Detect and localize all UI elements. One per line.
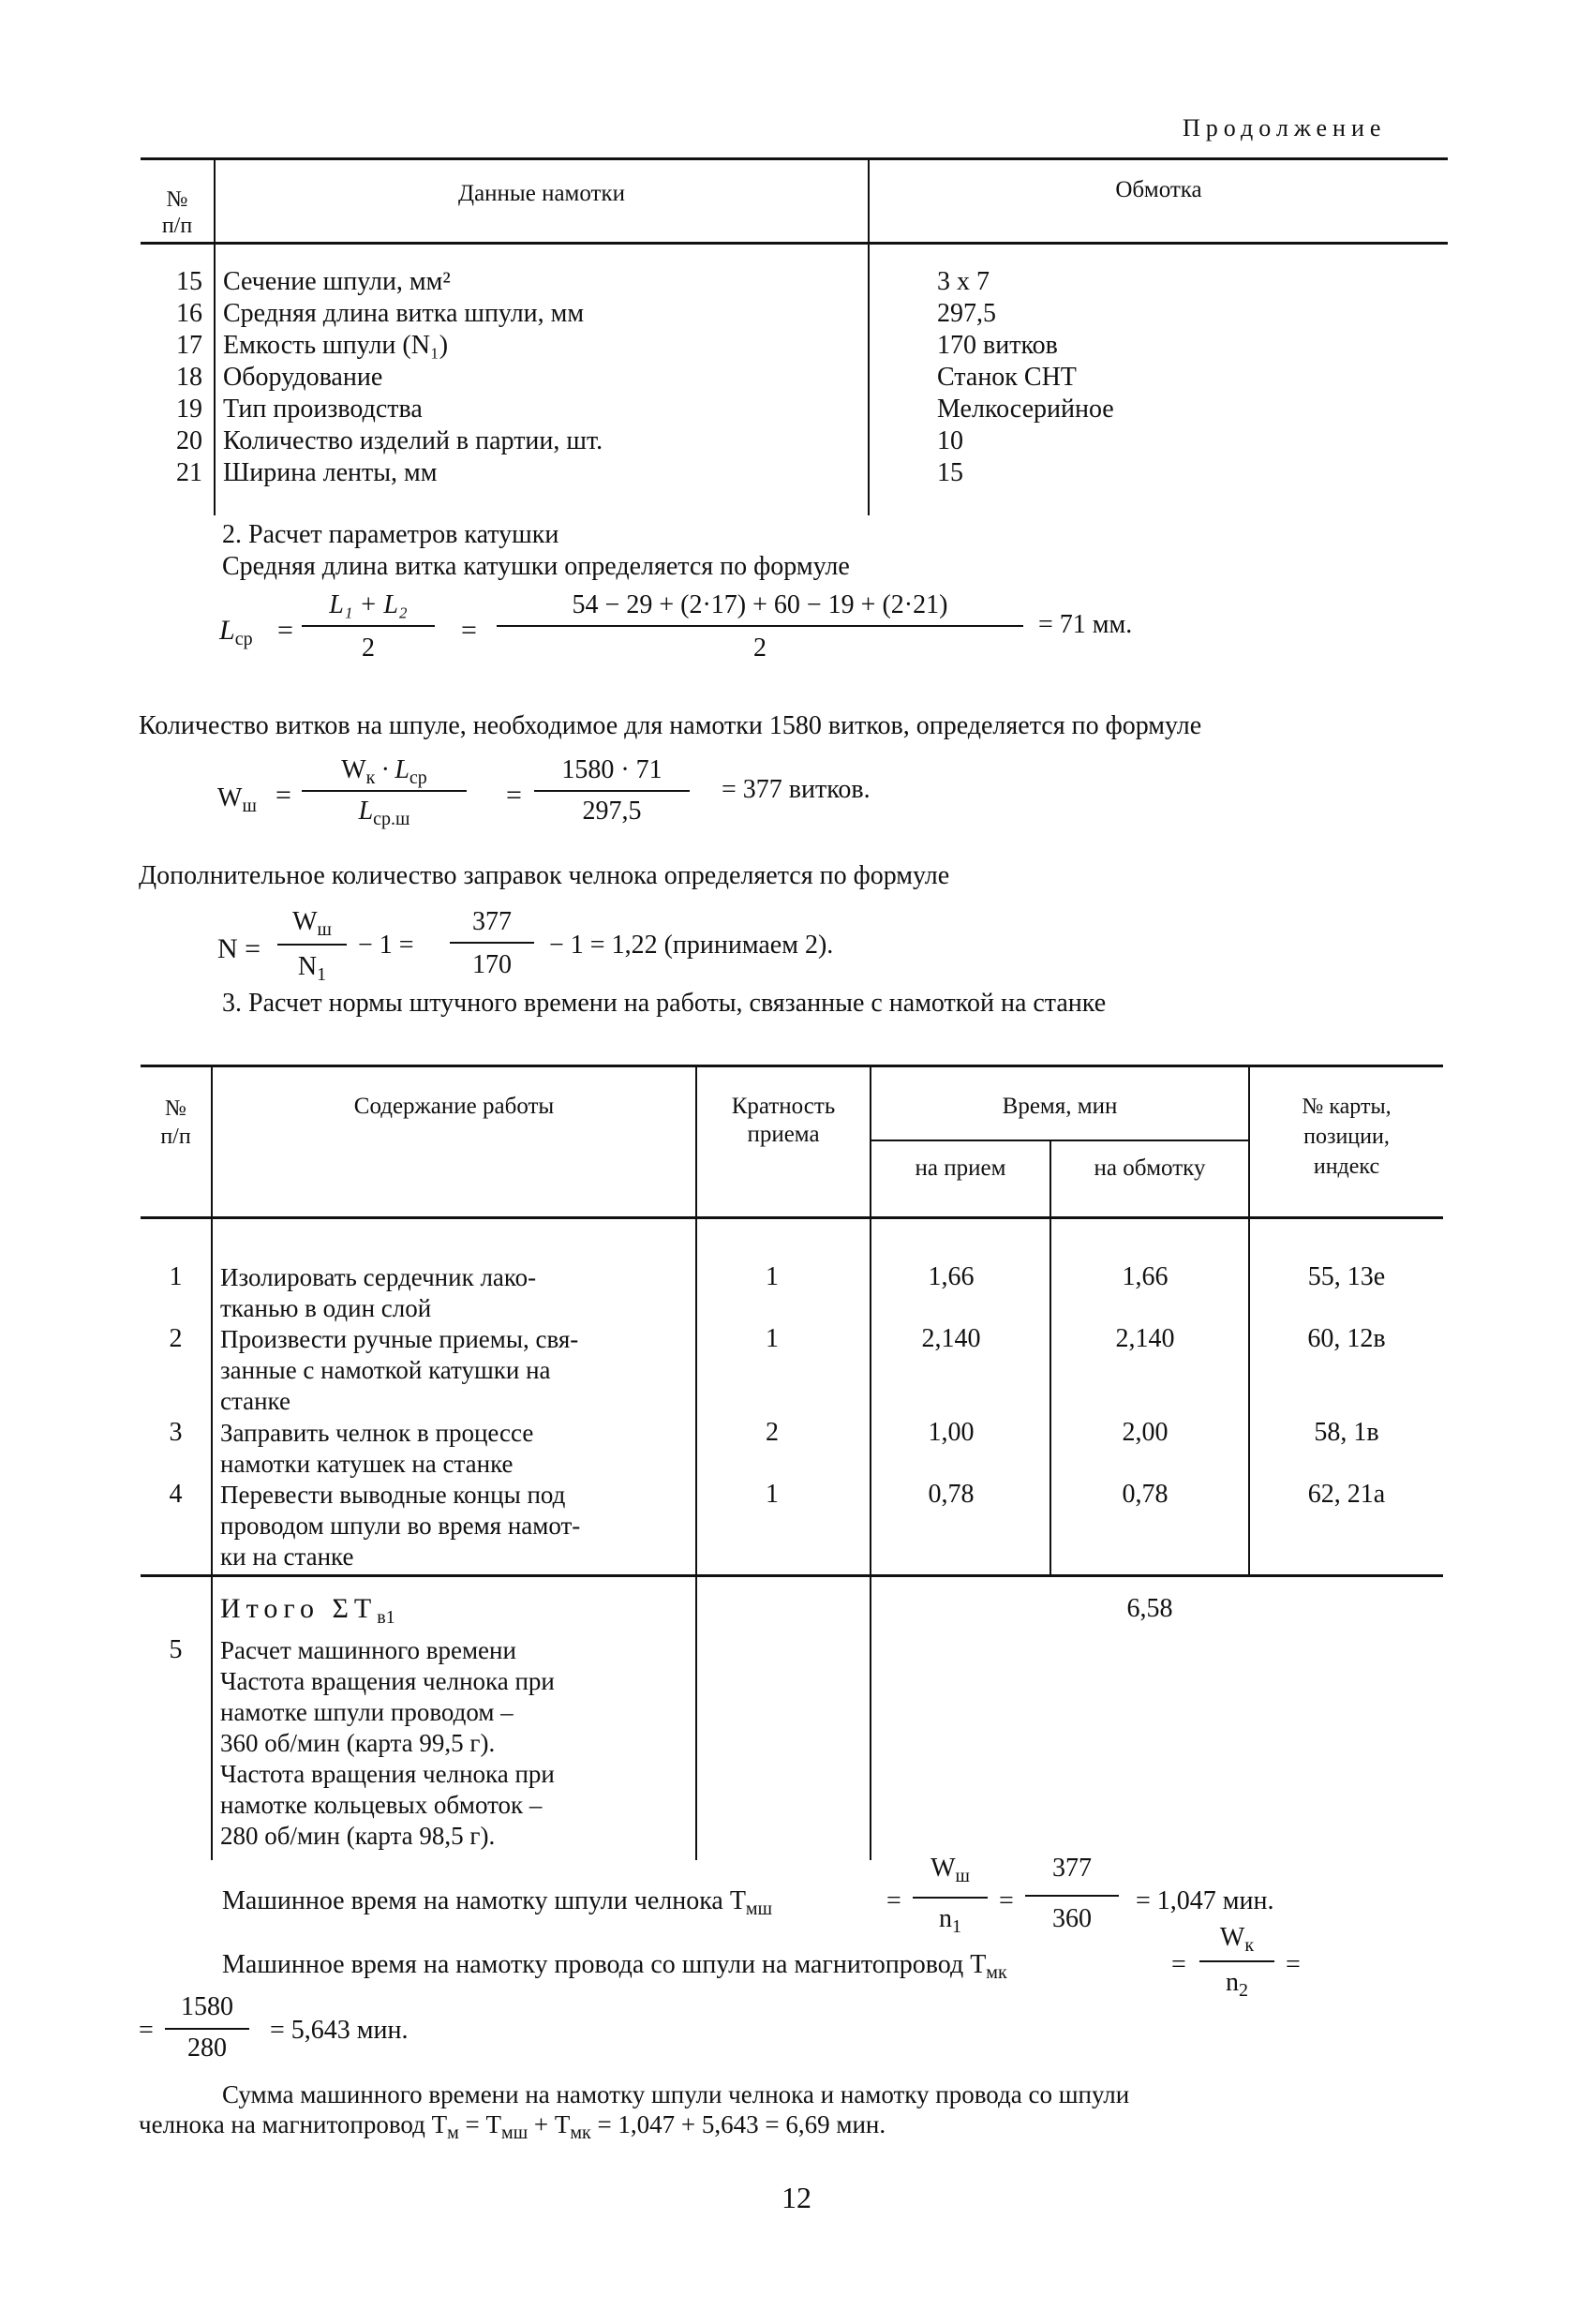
f2-result: = 377 витков. xyxy=(722,775,871,804)
f1-den1: 2 xyxy=(362,633,375,663)
m2-bar xyxy=(1199,1960,1274,1962)
table1-row-value: 15 xyxy=(937,458,963,487)
section2-p2: Количество витков на шпуле, необходимое для намотки 1580 витков, определяется по формуле xyxy=(139,711,1202,740)
row5-line: Частота вращения челнока при xyxy=(220,1760,555,1788)
m1-den1: $n_1$ xyxy=(939,1904,961,1937)
f1-bar1 xyxy=(302,625,435,627)
m1-bar2 xyxy=(1025,1895,1119,1897)
table2-col-card-a: № карты, xyxy=(1302,1095,1392,1119)
table2-row-work-line: Перевести выводные концы под xyxy=(220,1481,566,1509)
sum-line1: Сумма машинного времени на намотку шпули челнока и намотку провода со шпули xyxy=(222,2080,1130,2108)
table1-col-data: Данные намотки xyxy=(458,181,625,206)
table2-col-time: Время, мин xyxy=(1002,1094,1118,1119)
row5-line: 360 об/мин (карта 99,5 г). xyxy=(220,1729,496,1757)
total-value: 6,58 xyxy=(1126,1594,1173,1623)
f1-den2: 2 xyxy=(753,633,767,663)
table1-row-num: 19 xyxy=(176,395,202,424)
m3-result: = 5,643 мин. xyxy=(270,2016,409,2045)
table1-row-value: 10 xyxy=(937,426,963,455)
table1-row-value: Станок СНТ xyxy=(937,363,1077,392)
f3-den2: 170 xyxy=(472,950,512,979)
f2-lhs: $W_ш$ xyxy=(217,783,257,816)
f1-num1: L₁ + L₂ xyxy=(329,590,408,619)
table2-row-work-line: Изолировать сердечник лако- xyxy=(220,1263,537,1291)
f1-eq2: = xyxy=(461,615,477,646)
m1-bar1 xyxy=(913,1897,988,1899)
m2-den: $n_2$ xyxy=(1226,1968,1248,2001)
table1-top-rule xyxy=(141,157,1448,160)
section3-title: 3. Расчет нормы штучного времени на работы, связанные с намоткой на станке xyxy=(222,989,1107,1018)
table1-row-data: Средняя длина витка шпули, мм xyxy=(223,299,585,328)
table2-row-num: 1 xyxy=(169,1262,183,1291)
f1-result: = 71 мм. xyxy=(1038,610,1133,639)
table2-row-time-per: 0,78 xyxy=(928,1480,975,1509)
table1-header-rule xyxy=(141,242,1448,245)
table1-row-data: Тип производства xyxy=(223,395,423,424)
row5-line: Расчет машинного времени xyxy=(220,1636,516,1664)
table1-row-value: Мелкосерийное xyxy=(937,395,1114,424)
table1-col-num-b: п/п xyxy=(161,214,193,238)
table2-row-card: 62, 21а xyxy=(1307,1480,1386,1509)
m3-den: 280 xyxy=(187,2034,227,2063)
m1-eq1: = xyxy=(886,1886,901,1915)
table1-vline-1 xyxy=(214,159,216,515)
table2-total-rule xyxy=(141,1574,1443,1577)
table1-col-num-a: № xyxy=(166,187,188,212)
f3-num1: $W_ш$ xyxy=(292,907,332,940)
table2-row-card: 55, 13е xyxy=(1307,1262,1386,1291)
table2-row-mult: 2 xyxy=(766,1418,779,1447)
m2-eq2: = xyxy=(1286,1950,1301,1979)
m1-result: = 1,047 мин. xyxy=(1136,1886,1274,1915)
table2-col-num-b: п/п xyxy=(160,1125,191,1149)
table2-row-work-line: Произвести ручные приемы, свя- xyxy=(220,1325,579,1353)
section2-p3: Дополнительное количество заправок челнока определяется по формуле xyxy=(139,861,950,890)
f3-den1: $N_1$ xyxy=(297,952,327,985)
m1-eq2: = xyxy=(999,1886,1014,1915)
table1-row-data: Оборудование xyxy=(223,363,383,392)
f1-num2: 54 − 29 + (2·17) + 60 − 19 + (2·21) xyxy=(572,590,948,619)
table2-row-num: 3 xyxy=(169,1418,183,1447)
table1-row-data: Сечение шпули, мм² xyxy=(223,267,451,296)
sum-line2: челнока на магнитопровод $T_м = T_{мш} + T_{мк} = 1,047 + 5,643 = 6,69$ мин. xyxy=(139,2110,886,2143)
row5-line: Частота вращения челнока при xyxy=(220,1667,555,1695)
table2-row-time-per: 2,140 xyxy=(921,1324,981,1353)
table2-vline-1 xyxy=(211,1066,213,1860)
table1-row-value: 3 х 7 xyxy=(937,267,990,296)
section2-intro: Средняя длина витка катушки определяется по формуле xyxy=(222,552,850,581)
f3-mid: − 1 = xyxy=(358,931,414,960)
table1-row-num: 17 xyxy=(176,331,202,360)
table2-row-mult: 1 xyxy=(766,1480,779,1509)
table1-row-value: 170 витков xyxy=(937,331,1058,360)
table1-row-data: Емкость шпули (N₁) xyxy=(223,331,449,360)
table2-row-time-total: 2,140 xyxy=(1115,1324,1175,1353)
table2-row-work-line: тканью в один слой xyxy=(220,1294,432,1322)
m2-text: Машинное время на намотку провода со шпули на магнитопровод $T_{мк}$ xyxy=(222,1950,1007,1983)
m3-bar xyxy=(165,2028,249,2030)
table1-row-num: 18 xyxy=(176,363,202,392)
f3-num2: 377 xyxy=(472,907,512,936)
f1-bar2 xyxy=(497,625,1023,627)
f3-bar1 xyxy=(277,944,347,946)
table1-row-data: Ширина ленты, мм xyxy=(223,458,438,487)
table2-row-card: 58, 1в xyxy=(1314,1418,1379,1447)
total-label: Итого $\Sigma T_{в1}$ xyxy=(220,1593,395,1628)
m1-den2: 360 xyxy=(1052,1904,1092,1933)
table2-row-work-line: проводом шпули во время намот- xyxy=(220,1512,581,1540)
m2-num: $W_к$ xyxy=(1219,1923,1255,1956)
table2-col-card-c: индекс xyxy=(1313,1155,1380,1179)
row5-number: 5 xyxy=(169,1635,183,1664)
table2-col-time-a: на прием xyxy=(915,1155,1006,1181)
table2-col-time-b: на обмотку xyxy=(1094,1155,1206,1181)
table2-row-work-line: Заправить челнок в процессе xyxy=(220,1419,534,1447)
m2-eq1: = xyxy=(1171,1950,1186,1979)
table2-row-mult: 1 xyxy=(766,1324,779,1353)
table2-row-work-line: занные с намоткой катушки на xyxy=(220,1356,551,1384)
m3-num: 1580 xyxy=(181,1992,233,2021)
table2-row-work-line: намотки катушек на станке xyxy=(220,1450,514,1478)
m1-text: Машинное время на намотку шпули челнока $T_{мш}$ xyxy=(222,1886,772,1919)
table2-time-subrule xyxy=(870,1140,1248,1141)
table2-col-mult-b: приема xyxy=(747,1122,820,1147)
table1-row-num: 15 xyxy=(176,267,202,296)
table2-vline-2 xyxy=(695,1066,697,1860)
page-number: 12 xyxy=(782,2181,811,2214)
f2-num2: 1580 · 71 xyxy=(561,755,663,784)
table2-row-time-total: 2,00 xyxy=(1122,1418,1169,1447)
table2-row-time-per: 1,66 xyxy=(928,1262,975,1291)
f2-den1: $L_{ср.ш}$ xyxy=(358,797,410,829)
table2-col-num-a: № xyxy=(165,1096,186,1121)
f1-eq1: = xyxy=(277,615,293,646)
table2-col-card-b: позиции, xyxy=(1303,1125,1390,1149)
m1-num2: 377 xyxy=(1052,1854,1092,1883)
f2-eq2: = xyxy=(506,780,522,811)
section2-title: 2. Расчет параметров катушки xyxy=(222,520,559,549)
table1-row-num: 20 xyxy=(176,426,202,455)
table2-col-mult-a: Кратность xyxy=(731,1094,836,1119)
row5-line: 280 об/мин (карта 98,5 г). xyxy=(220,1822,496,1850)
f3-result: − 1 = 1,22 (принимаем 2). xyxy=(549,931,834,960)
table1-row-data: Количество изделий в партии, шт. xyxy=(223,426,603,455)
table2-row-num: 4 xyxy=(169,1480,183,1509)
row5-line: намотке шпули проводом – xyxy=(220,1698,514,1726)
table2-row-time-per: 1,00 xyxy=(928,1418,975,1447)
table2-row-mult: 1 xyxy=(766,1262,779,1291)
continuation-label: Продолжение xyxy=(1183,114,1387,142)
table2-row-time-total: 1,66 xyxy=(1122,1262,1169,1291)
table1-row-value: 297,5 xyxy=(937,299,996,328)
f3-lhs: N = xyxy=(217,933,261,964)
table2-row-work-line: станке xyxy=(220,1387,290,1415)
m1-num1: $W_ш$ xyxy=(930,1854,970,1886)
f2-bar2 xyxy=(534,790,690,792)
f2-den2: 297,5 xyxy=(582,797,642,826)
table2-row-time-total: 0,78 xyxy=(1122,1480,1169,1509)
table1-vline-2 xyxy=(868,159,870,515)
table1-row-num: 21 xyxy=(176,458,202,487)
table1-row-num: 16 xyxy=(176,299,202,328)
table2-row-work-line: ки на станке xyxy=(220,1542,354,1571)
row5-line: намотке кольцевых обмоток – xyxy=(220,1791,543,1819)
m3-eq: = xyxy=(139,2016,154,2045)
f2-eq1: = xyxy=(275,780,291,811)
table2-vline-3 xyxy=(870,1066,871,1860)
table1-col-winding: Обмотка xyxy=(1115,177,1202,202)
table2-row-num: 2 xyxy=(169,1324,183,1353)
f3-bar2 xyxy=(450,942,534,944)
table2-col-work: Содержание работы xyxy=(353,1094,555,1119)
f2-num1: $W_к \cdot L_{ср}$ xyxy=(341,755,427,788)
table2-row-card: 60, 12в xyxy=(1307,1324,1386,1353)
f2-bar1 xyxy=(302,790,467,792)
f1-lhs: $L_{ср}$ xyxy=(219,615,253,649)
